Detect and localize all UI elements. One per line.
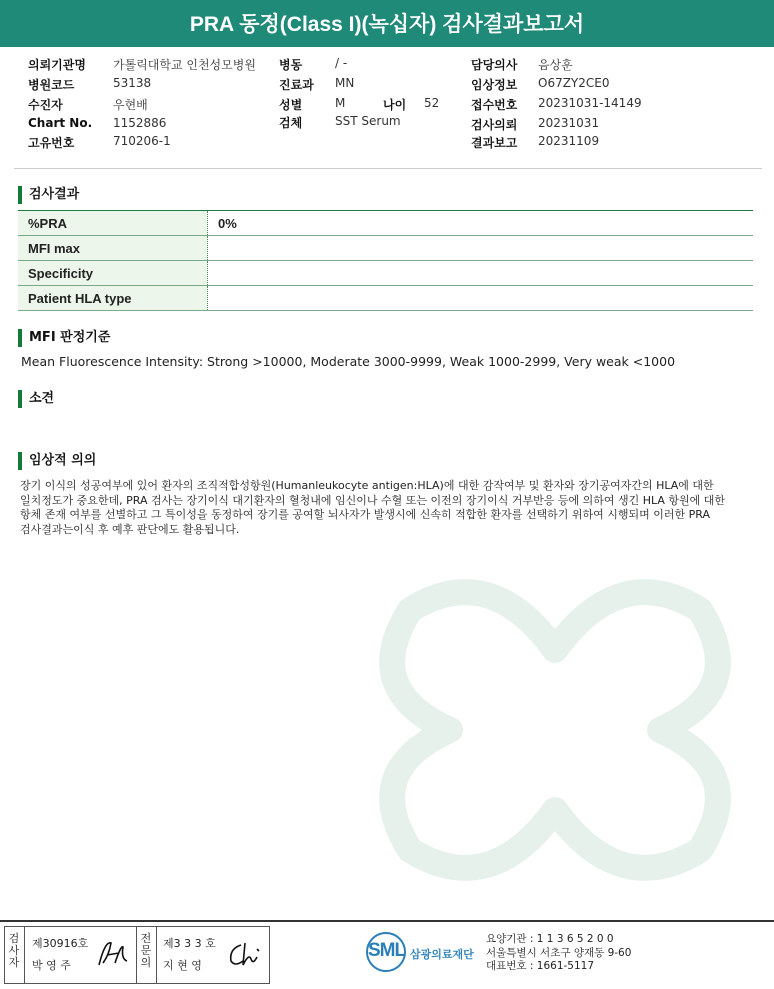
age-value: 52 <box>424 96 440 110</box>
info-value: O67ZY2CE0 <box>538 76 610 90</box>
info-right <box>471 56 761 156</box>
info-value: 우현배 <box>113 98 148 112</box>
clinical-line: 항체 존재 여부를 선별하고 그 특이성을 동정하여 장기를 공여할 뇌사자가 발생시에 신속히 적합한 환자를 선택하기 위하여 시행되며 이러한 PRA <box>20 508 710 521</box>
result-key: Patient HLA type <box>18 286 208 311</box>
info-label: 수진자 <box>28 98 63 112</box>
info-label: 병동 <box>279 58 303 72</box>
info-label: 진료과 <box>279 78 314 92</box>
mfi-criteria-text: Mean Fluorescence Intensity: Strong >10000, Moderate 3000-9999, Weak 1000-2999, Very weak <1000 <box>21 354 676 369</box>
section-mfi-title: MFI 판정기준 <box>18 329 110 347</box>
clinical-paragraph <box>20 479 725 537</box>
specialist-label: 전문의 <box>140 932 152 969</box>
table-row <box>18 211 753 236</box>
clinical-line: 검사결과는이식 후 예후 판단에도 활용됩니다. <box>20 522 240 536</box>
report-title: PRA 동정(Class I)(녹십자) 검사결과보고서 <box>0 0 774 47</box>
info-value: 20231031-14149 <box>538 96 642 110</box>
tester-signature-icon <box>95 937 131 971</box>
clinical-line: 장기 이식의 성공여부에 있어 환자의 조직적합성항원(Humanleukocyte antigen:HLA)에 대한 감작여부 및 환자와 장기공여자간의 HLA에 대한 <box>20 479 714 492</box>
age-label: 나이 <box>383 98 407 112</box>
info-label: 담당의사 <box>471 58 518 72</box>
info-label: 임상정보 <box>471 78 518 92</box>
info-value: M <box>335 96 346 110</box>
section-clinical-title: 임상적 의의 <box>18 452 96 470</box>
tester-license: 제30916호 <box>32 937 89 950</box>
result-key: %PRA <box>18 211 208 236</box>
result-value <box>208 286 754 311</box>
info-label: 의뢰기관명 <box>28 58 86 72</box>
signature-box <box>4 926 270 984</box>
specialist-license: 제3 3 3 호 <box>163 937 216 950</box>
info-value: 1152886 <box>113 116 167 130</box>
info-divider <box>14 168 762 169</box>
tester-name: 박 영 주 <box>32 959 71 972</box>
info-value: 20231109 <box>538 134 600 148</box>
info-value: 710206-1 <box>113 134 171 148</box>
specialist-signature-icon <box>223 939 263 971</box>
table-row <box>18 261 753 286</box>
contact-block <box>486 933 631 974</box>
info-label: 병원코드 <box>28 78 75 92</box>
info-mid <box>279 56 469 156</box>
table-row <box>18 236 753 261</box>
info-value: 가톨릭대학교 인천성모병원 <box>113 58 256 72</box>
info-value: SST Serum <box>335 114 401 128</box>
result-value: 0% <box>208 211 754 236</box>
info-value: MN <box>335 76 355 90</box>
info-label: 고유번호 <box>28 136 75 150</box>
info-label: 접수번호 <box>471 98 518 112</box>
clinical-line: 일치정도가 중요한데, PRA 검사는 장기이식 대기환자의 혈청내에 임신이나 수혈 또는 이전의 장기이식 거부반응 등에 의하여 생긴 HLA 항원에 대한 <box>20 493 726 507</box>
info-value: 53138 <box>113 76 152 90</box>
result-value <box>208 261 754 286</box>
info-value: / - <box>335 56 348 70</box>
specialist-name: 지 현 영 <box>163 959 202 972</box>
results-table <box>18 210 753 311</box>
tester-label: 검사자 <box>8 932 20 969</box>
info-value: 음상훈 <box>538 58 573 72</box>
info-label: 검체 <box>279 116 303 130</box>
footer-divider <box>0 920 774 922</box>
sml-logo-mark: SML <box>368 940 406 961</box>
sml-logo-name: 삼광의료재단 <box>410 948 474 961</box>
info-value: 20231031 <box>538 116 600 130</box>
agency-number: 요양기관 : 1 1 3 6 5 2 0 0 <box>486 933 614 945</box>
info-label: 결과보고 <box>471 136 518 150</box>
section-results-title: 검사결과 <box>18 186 79 204</box>
info-left <box>28 56 278 156</box>
address: 서울특별시 서초구 양재동 9-60 <box>486 946 632 959</box>
result-key: Specificity <box>18 261 208 286</box>
result-key: MFI max <box>18 236 208 261</box>
info-label: Chart No. <box>28 116 93 130</box>
info-label: 성별 <box>279 98 303 112</box>
result-value <box>208 236 754 261</box>
watermark-cross <box>340 540 770 920</box>
table-row <box>18 286 753 311</box>
section-opinion-title: 소견 <box>18 390 54 408</box>
phone: 대표번호 : 1661-5117 <box>486 960 595 972</box>
info-label: 검사의뢰 <box>471 118 518 132</box>
